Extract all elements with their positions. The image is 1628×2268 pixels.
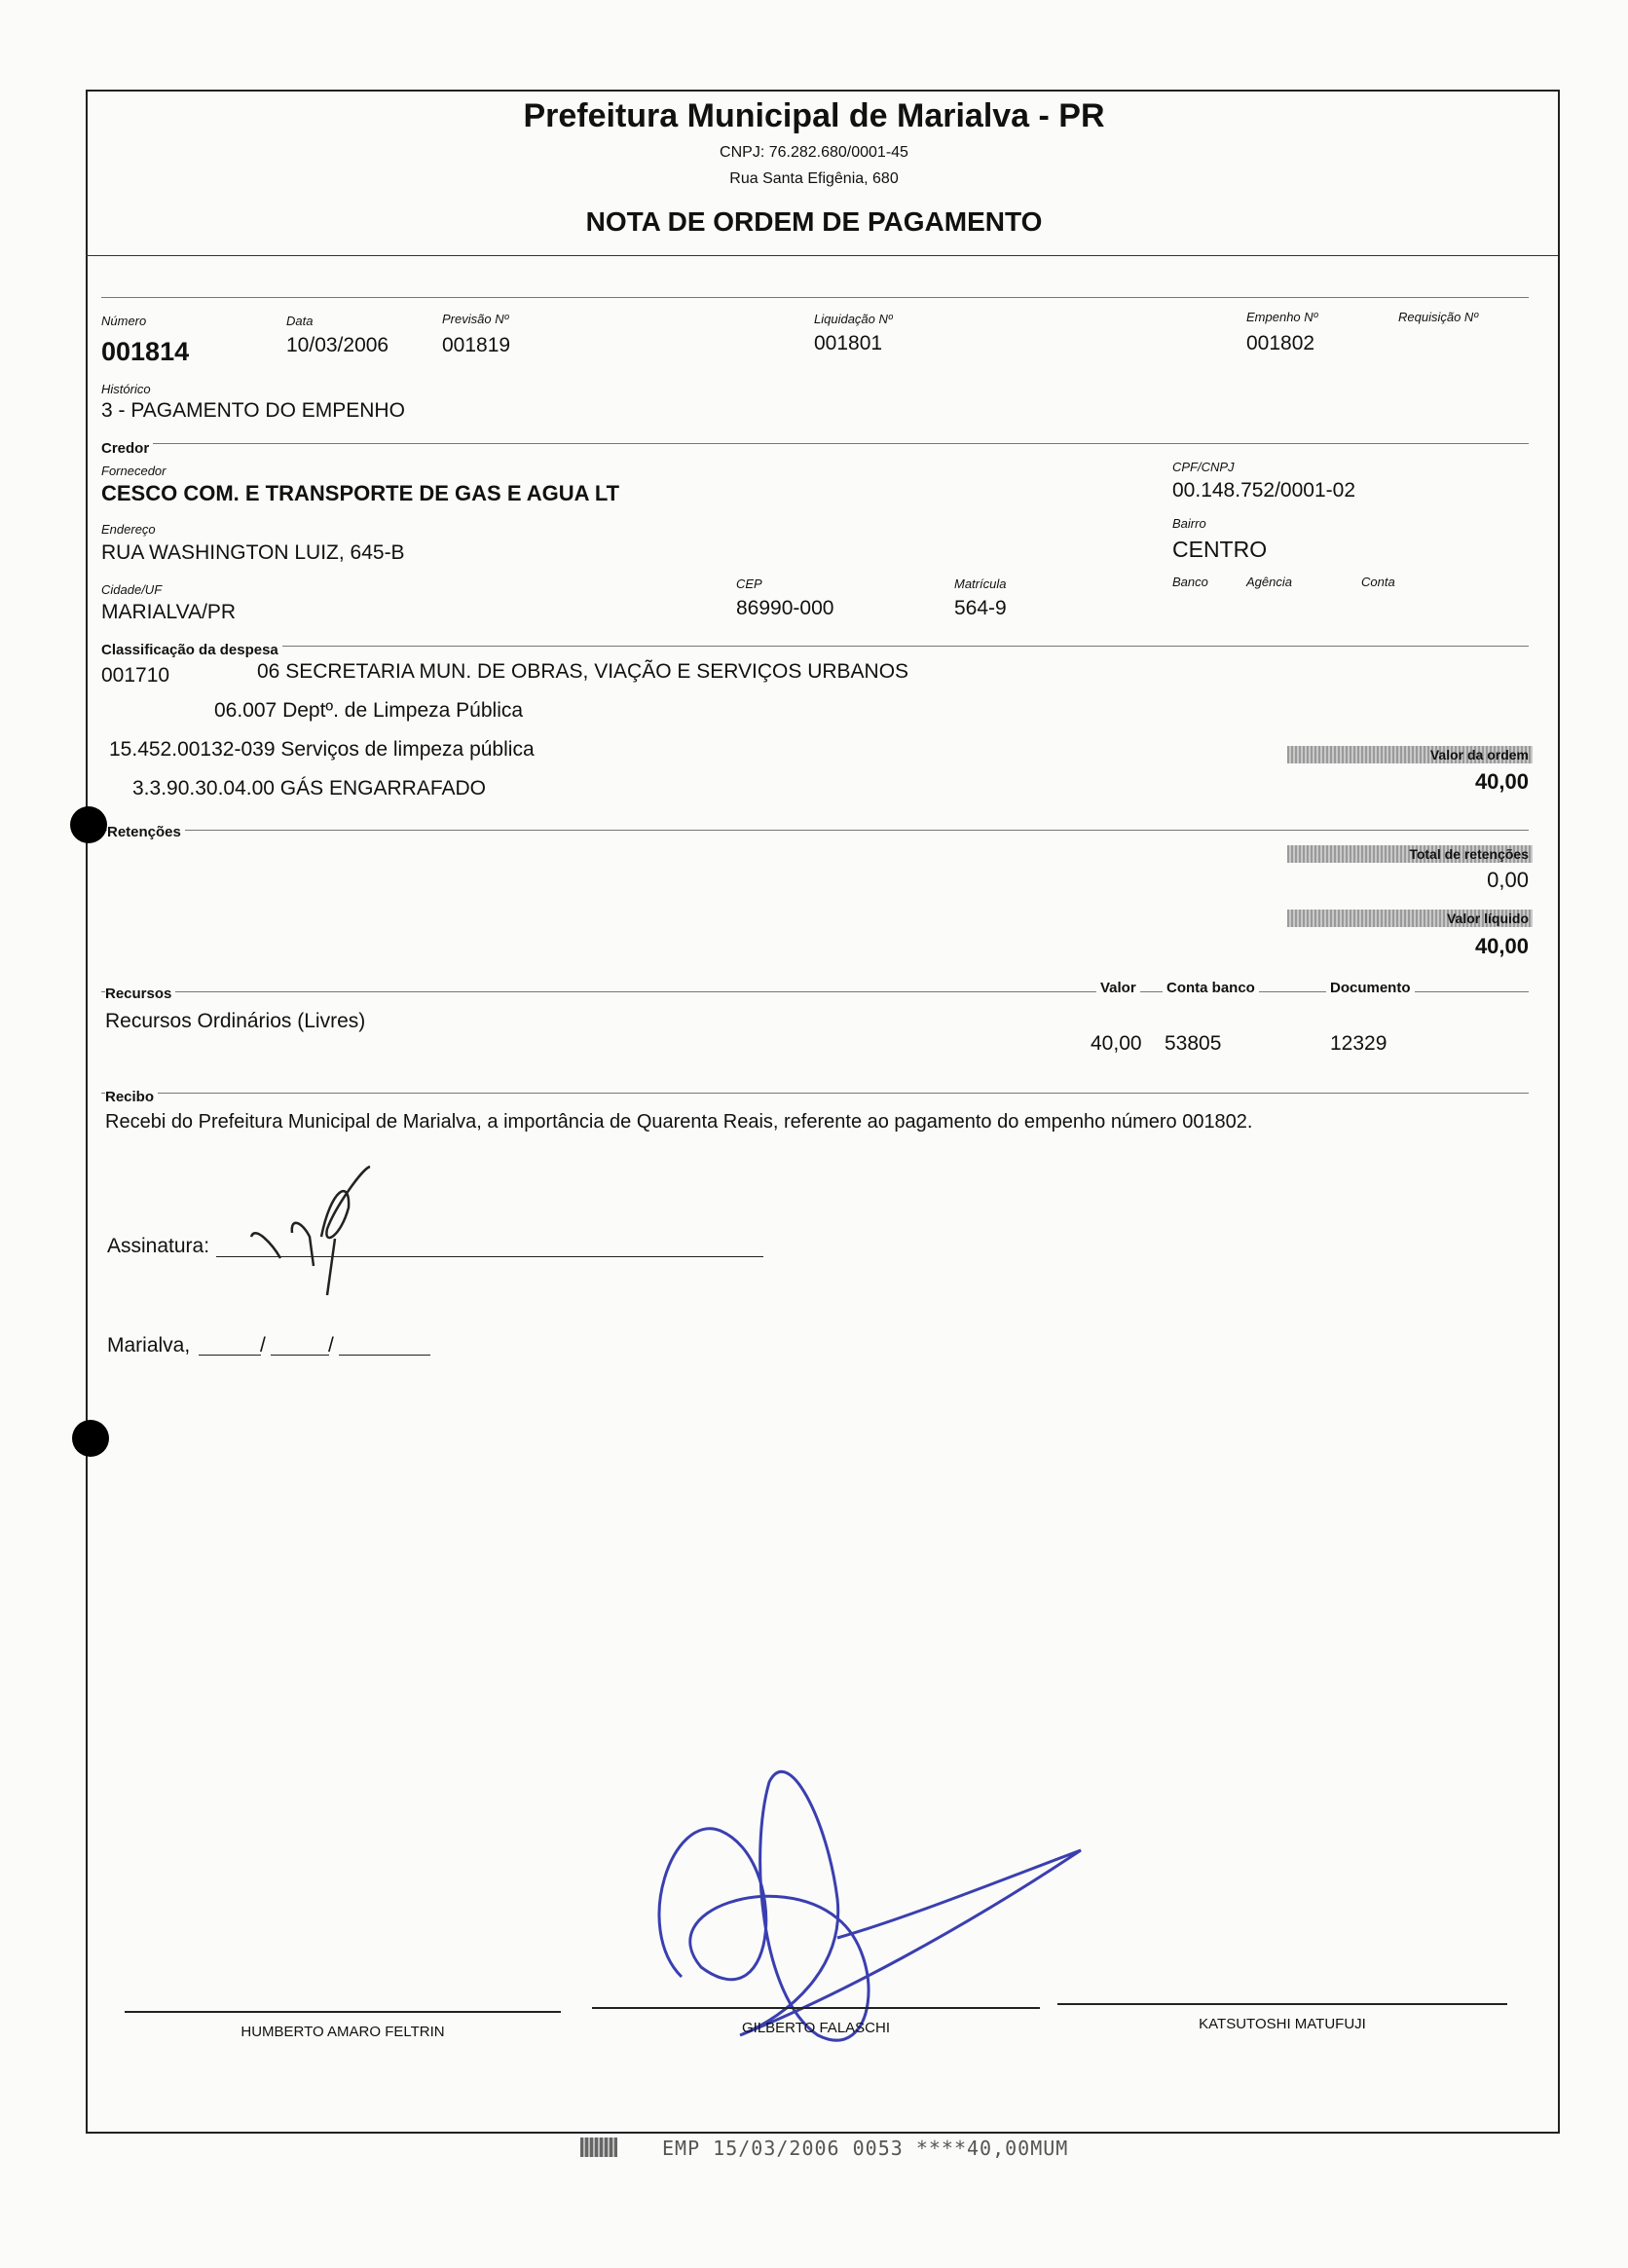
org-address: Rua Santa Efigênia, 680: [729, 170, 899, 187]
recursos-documento: 12329: [1330, 1032, 1388, 1055]
bairro-value: CENTRO: [1172, 537, 1268, 562]
matricula-label: Matrícula: [954, 576, 1007, 591]
valor-liquido-label: Valor líquido: [1287, 910, 1533, 927]
credor-section: Credor: [101, 440, 153, 457]
historico-label: Histórico: [101, 382, 151, 396]
cpf-label: CPF/CNPJ: [1172, 460, 1235, 474]
date-year-line: [339, 1355, 430, 1356]
liquidacao-label: Liquidação Nº: [814, 312, 893, 326]
classificacao-section: Classificação da despesa: [101, 642, 282, 658]
data-label: Data: [286, 314, 314, 328]
signature-line-3: [1057, 2003, 1507, 2005]
previsao-label: Previsão Nº: [442, 312, 509, 326]
classificacao-line-1: 06 SECRETARIA MUN. DE OBRAS, VIAÇÃO E SERVIÇOS URBANOS: [257, 660, 909, 683]
valor-ordem-label: Valor da ordem: [1287, 746, 1533, 763]
recursos-documento-label: Documento: [1326, 980, 1415, 996]
retencoes-section: Retenções: [107, 824, 185, 840]
recibo-divider: [101, 1093, 1529, 1094]
recursos-conta-banco-label: Conta banco: [1163, 980, 1259, 996]
empenho-label: Empenho Nº: [1246, 310, 1318, 324]
cep-label: CEP: [736, 576, 762, 591]
cep-value: 86990-000: [736, 597, 834, 619]
recibo-section: Recibo: [105, 1089, 158, 1105]
recursos-value: Recursos Ordinários (Livres): [105, 1010, 366, 1032]
punch-hole-icon: [72, 1420, 109, 1457]
date-slash-1: /: [260, 1334, 266, 1357]
historico-value: 3 - PAGAMENTO DO EMPENHO: [101, 399, 405, 422]
requisicao-label: Requisição Nº: [1398, 310, 1479, 324]
date-slash-2: /: [328, 1334, 334, 1357]
bank-logo-icon: [580, 2138, 617, 2157]
numero-value: 001814: [101, 337, 190, 366]
cpf-value: 00.148.752/0001-02: [1172, 479, 1356, 502]
credor-divider: [101, 443, 1529, 444]
recursos-conta-banco: 53805: [1165, 1032, 1222, 1055]
cidade-label: Cidade/UF: [101, 582, 163, 597]
total-retencoes-label: Total de retenções: [1287, 845, 1533, 863]
agencia-label: Agência: [1246, 575, 1292, 589]
banco-label: Banco: [1172, 575, 1208, 589]
bank-stamp: EMP 15/03/2006 0053 ****40,00MUM: [662, 2137, 1069, 2160]
data-value: 10/03/2006: [286, 334, 389, 356]
recibo-text: Recebi do Prefeitura Municipal de Marialva, a importância de Quarenta Reais, referente ao pagamento do empenho número 001802.: [105, 1111, 1253, 1133]
signature-line-2: [592, 2007, 1040, 2009]
numero-label: Número: [101, 314, 147, 328]
recursos-divider: [101, 991, 1529, 992]
recipient-signature: [234, 1149, 389, 1305]
liquidacao-value: 001801: [814, 332, 883, 354]
org-title: Prefeitura Municipal de Marialva - PR: [523, 97, 1105, 134]
endereco-value: RUA WASHINGTON LUIZ, 645-B: [101, 541, 405, 564]
fornecedor-label: Fornecedor: [101, 464, 166, 478]
recursos-valor-label: Valor: [1096, 980, 1140, 996]
local-label: Marialva,: [107, 1334, 191, 1357]
bairro-label: Bairro: [1172, 516, 1206, 531]
official-signature: [594, 1753, 1100, 2055]
org-cnpj: CNPJ: 76.282.680/0001-45: [720, 144, 908, 161]
classificacao-code: 001710: [101, 664, 170, 687]
matricula-value: 564-9: [954, 597, 1007, 619]
ids-divider: [101, 297, 1529, 298]
signatory-3: KATSUTOSHI MATUFUJI: [1199, 2016, 1366, 2032]
classificacao-line-2: 06.007 Deptº. de Limpeza Pública: [214, 699, 524, 722]
endereco-label: Endereço: [101, 522, 156, 537]
classificacao-divider: [101, 646, 1529, 647]
date-month-line: [271, 1355, 329, 1356]
conta-label: Conta: [1361, 575, 1395, 589]
punch-hole-icon: [70, 806, 107, 843]
date-day-line: [199, 1355, 261, 1356]
assinatura-label: Assinatura:: [107, 1235, 210, 1257]
classificacao-line-3: 15.452.00132-039 Serviços de limpeza pública: [109, 738, 535, 761]
total-retencoes-value: 0,00: [1487, 868, 1529, 892]
valor-ordem-value: 40,00: [1474, 769, 1529, 794]
fornecedor-value: CESCO COM. E TRANSPORTE DE GAS E AGUA LT: [101, 481, 620, 505]
valor-liquido-value: 40,00: [1474, 934, 1529, 958]
empenho-value: 001802: [1246, 332, 1315, 354]
signature-line-1: [125, 2011, 561, 2013]
cidade-value: MARIALVA/PR: [101, 601, 237, 623]
previsao-value: 001819: [442, 334, 511, 356]
signatory-1: HUMBERTO AMARO FELTRIN: [240, 2024, 445, 2040]
recursos-valor: 40,00: [1091, 1032, 1142, 1055]
document-title: NOTA DE ORDEM DE PAGAMENTO: [585, 206, 1043, 237]
classificacao-line-4: 3.3.90.30.04.00 GÁS ENGARRAFADO: [132, 777, 487, 799]
signatory-2: GILBERTO FALASCHI: [742, 2020, 890, 2036]
retencoes-divider: [101, 830, 1529, 831]
header-divider: [86, 255, 1558, 256]
recursos-section: Recursos: [105, 985, 175, 1002]
